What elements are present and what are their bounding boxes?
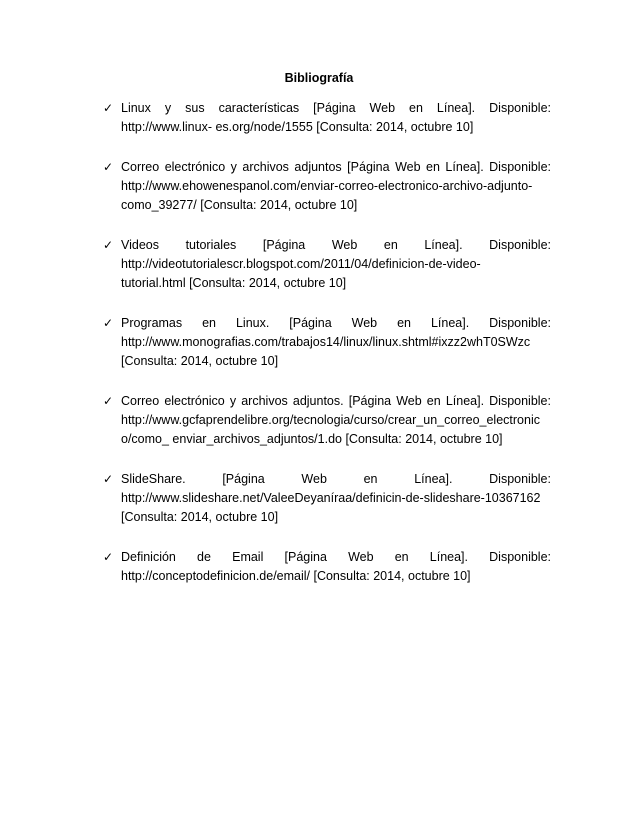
entry-line: Linux y sus características [Página Web en Línea]. Disponible: xyxy=(121,101,551,115)
entry-line: Correo electrónico y archivos adjuntos. [Página Web en Línea]. Disponible: xyxy=(121,394,551,408)
checkmark-icon: ✓ xyxy=(103,550,114,564)
entry-line: [Consulta: 2014, octubre 10] xyxy=(121,354,279,368)
entry-line: Correo electrónico y archivos adjuntos [Página Web en Línea]. Disponible: xyxy=(121,160,551,174)
entry-line: [Consulta: 2014, octubre 10] xyxy=(121,510,279,524)
bibliography-entry xyxy=(103,314,551,371)
page-title: Bibliografía xyxy=(284,71,354,85)
entry-line: tutorial.html [Consulta: 2014, octubre 10] xyxy=(121,276,347,290)
entry-line: http://www.linux- es.org/node/1555 [Consulta: 2014, octubre 10] xyxy=(121,120,474,134)
entry-line: o/como_ enviar_archivos_adjuntos/1.do [Consulta: 2014, octubre 10] xyxy=(121,432,503,446)
checkmark-icon: ✓ xyxy=(103,101,114,115)
entry-line: http://www.ehowenespanol.com/enviar-correo-electronico-archivo-adjunto- xyxy=(121,179,533,193)
entry-line: Programas en Linux. [Página Web en Línea]. Disponible: xyxy=(121,316,551,330)
bibliography-entry xyxy=(103,548,551,586)
bibliography-entry xyxy=(103,236,551,293)
entry-line: como_39277/ [Consulta: 2014, octubre 10] xyxy=(121,198,358,212)
checkmark-icon: ✓ xyxy=(103,160,114,174)
entry-line: http://www.slideshare.net/ValeeDeyaníraa/definicin-de-slideshare-10367162 xyxy=(121,491,541,505)
bibliography-entry xyxy=(103,99,551,137)
bibliography-entry xyxy=(103,392,551,449)
entry-line: http://videotutorialescr.blogspot.com/2011/04/definicion-de-video- xyxy=(121,257,481,271)
checkmark-icon: ✓ xyxy=(103,316,114,330)
checkmark-icon: ✓ xyxy=(103,472,114,486)
bibliography-list xyxy=(103,99,551,607)
checkmark-icon: ✓ xyxy=(103,394,114,408)
entry-line: SlideShare. [Página Web en Línea]. Disponible: xyxy=(121,472,551,486)
entry-line: http://www.gcfaprendelibre.org/tecnologia/curso/crear_un_correo_electronic xyxy=(121,413,540,427)
entry-line: Videos tutoriales [Página Web en Línea]. Disponible: xyxy=(121,238,551,252)
checkmark-icon: ✓ xyxy=(103,238,114,252)
bibliography-entry xyxy=(103,158,551,215)
entry-line: http://www.monografias.com/trabajos14/linux/linux.shtml#ixzz2whT0SWzc xyxy=(121,335,531,349)
bibliography-entry xyxy=(103,470,551,527)
entry-line: Definición de Email [Página Web en Línea]. Disponible: xyxy=(121,550,551,564)
entry-line: http://conceptodefinicion.de/email/ [Consulta: 2014, octubre 10] xyxy=(121,569,471,583)
